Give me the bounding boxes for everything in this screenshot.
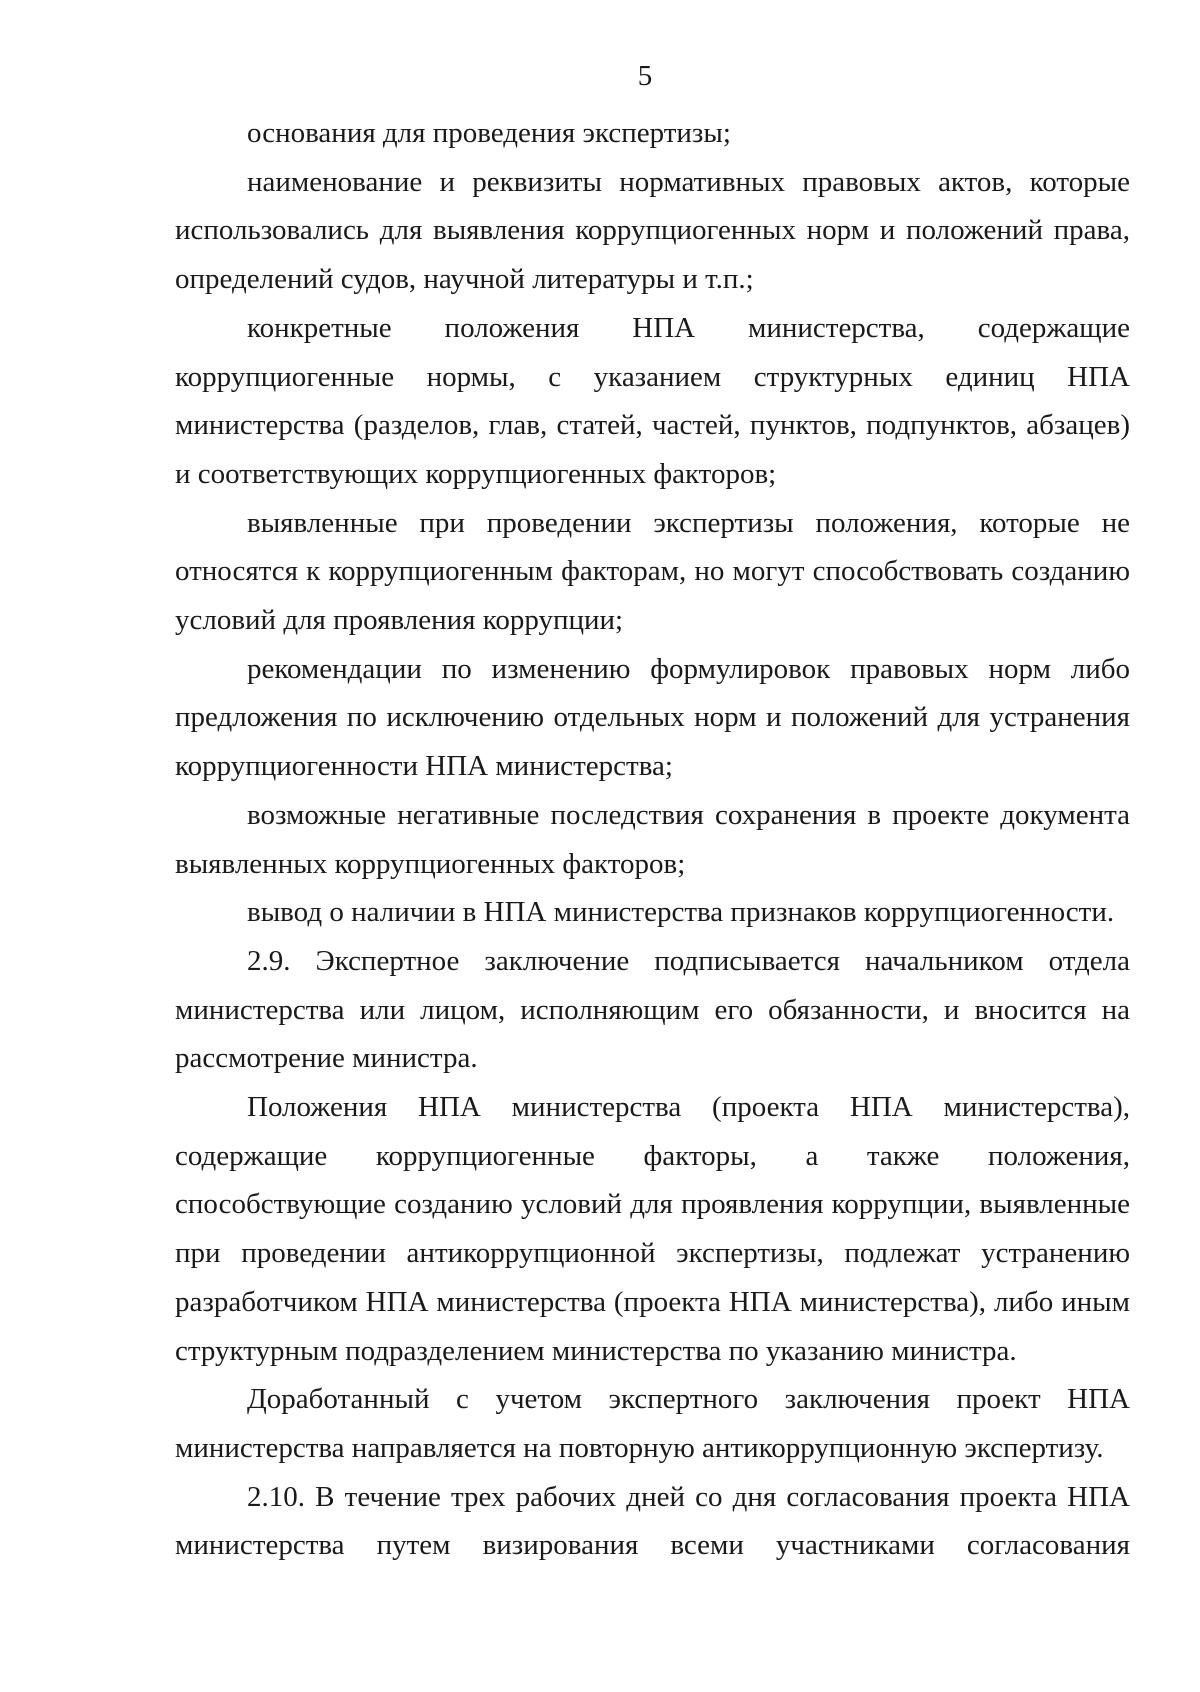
paragraph-conclusion: вывод о наличии в НПА министерства признаков коррупциогенности.	[247, 896, 1115, 929]
document-body	[175, 109, 1130, 1570]
paragraph-2-9: 2.9. Экспертное заключение подписывается начальником отдела министерства или лицом, исполняющим его обязанности, и вносится на рассмотрение министра.	[175, 944, 1130, 1075]
paragraph-2-10: 2.10. В течение трех рабочих дней со дня согласования проекта НПА министерства путем визирования всеми участниками согласования	[175, 1480, 1130, 1562]
paragraph-normative-acts: наименование и реквизиты нормативных правовых актов, которые использовались для выявления коррупциогенных норм и положений права, определений судов, научной литературы и т.п.;	[175, 165, 1130, 296]
paragraph-provisions-elimination: Положения НПА министерства (проекта НПА министерства), содержащие коррупциогенные факторы, а также положения, способствующие созданию условий для проявления коррупции, выявленные при проведении антикоррупционной экспертизы, подлежат устранению разработчиком НПА министерства (проекта НПА министерства), либо иным структурным подразделением министерства по указанию министра.	[175, 1091, 1130, 1367]
paragraph-revised-draft: Доработанный с учетом экспертного заключения проект НПА министерства направляется на повторную антикоррупционную экспертизу.	[175, 1383, 1130, 1464]
paragraph-recommendations: рекомендации по изменению формулировок правовых норм либо предложения по исключению отдельных норм и положений для устранения коррупциогенности НПА министерства;	[175, 652, 1130, 783]
paragraph-identified-provisions: выявленные при проведении экспертизы положения, которые не относятся к коррупциогенным факторам, но могут способствовать созданию условий для проявления коррупции;	[175, 506, 1130, 637]
paragraph-grounds: основания для проведения экспертизы;	[247, 117, 731, 149]
paragraph-specific-provisions: конкретные положения НПА министерства, содержащие коррупциогенные нормы, с указанием структурных единиц НПА министерства (разделов, глав, статей, частей, пунктов, подпунктов, абзацев) и соответствующих коррупциогенных факторов;	[175, 311, 1130, 490]
page-number: 5	[637, 60, 653, 92]
paragraph-negative-consequences: возможные негативные последствия сохранения в проекте документа выявленных коррупциогенных факторов;	[175, 798, 1130, 880]
